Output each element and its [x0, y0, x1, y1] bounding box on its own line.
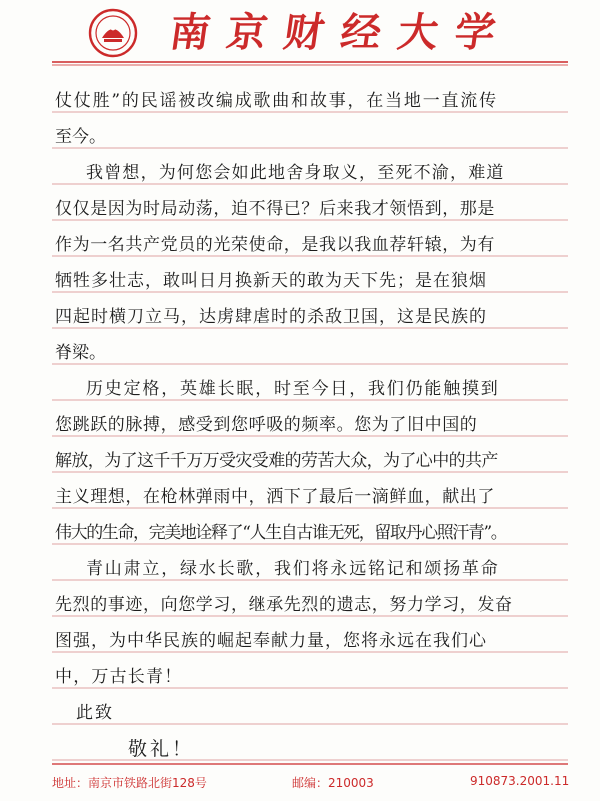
letterhead-footer: [0, 766, 600, 796]
letter-line: 图强，为中华民族的崛起奉献力量，您将永远在我们心: [55, 631, 487, 651]
letter-line: 至今。: [55, 127, 106, 147]
footer-address: 地址：南京市铁路北街128号: [52, 776, 207, 790]
letterhead: [0, 0, 600, 62]
letter-line: 解放，为了这千千万万受灾受难的劳苦大众，为了心中的共产: [55, 451, 498, 471]
closing-greeting: 敬礼！: [128, 738, 195, 760]
letter-line: 作为一名共产党员的光荣使命，是我以我血荐轩辕，为有: [55, 235, 495, 255]
letter-line: 四起时横刀立马，达虏肆虐时的杀敌卫国，这是民族的: [55, 307, 487, 327]
letter-line: 仗仗胜”的民谣被改编成歌曲和故事，在当地一直流传: [55, 91, 498, 111]
footer-code: 910873.2001.11: [470, 774, 570, 788]
university-seal-icon: [88, 8, 138, 58]
closing-salutation: 此致: [76, 703, 114, 723]
letter-line: 伟大的生命，完美地诠释了“人生自古谁无死，留取丹心照汗青”。: [55, 523, 507, 543]
letter-line: 脊梁。: [55, 343, 106, 363]
university-name: 南京财经大学: [166, 9, 516, 56]
letter-line: 历史定格，英雄长眠，时至今日，我们仍能触摸到: [86, 379, 500, 399]
letter-line: 仅仅是因为时局动荡，迫不得已？后来我才领悟到，那是: [55, 199, 495, 219]
letter-line: 我曾想，为何您会如此地舍身取义，至死不渝，难道: [86, 163, 505, 183]
footer-postcode: 邮编：210003: [292, 776, 374, 790]
letter-line: 中，万古长青！: [55, 667, 183, 687]
letter-line: 您跳跃的脉搏，感受到您呼吸的频率。您为了旧中国的: [55, 415, 478, 435]
letter-line: 青山肃立，绿水长歌，我们将永远铭记和颂扬革命: [86, 559, 500, 579]
letter-line: 主义理想，在枪林弹雨中，洒下了最后一滴鲜血，献出了: [55, 487, 495, 507]
letter-line: 牺牲多壮志，敢叫日月换新天的敢为天下先；是在狼烟: [55, 271, 487, 291]
letter-line: 先烈的事迹，向您学习，继承先烈的遗志，努力学习，发奋: [55, 595, 513, 615]
